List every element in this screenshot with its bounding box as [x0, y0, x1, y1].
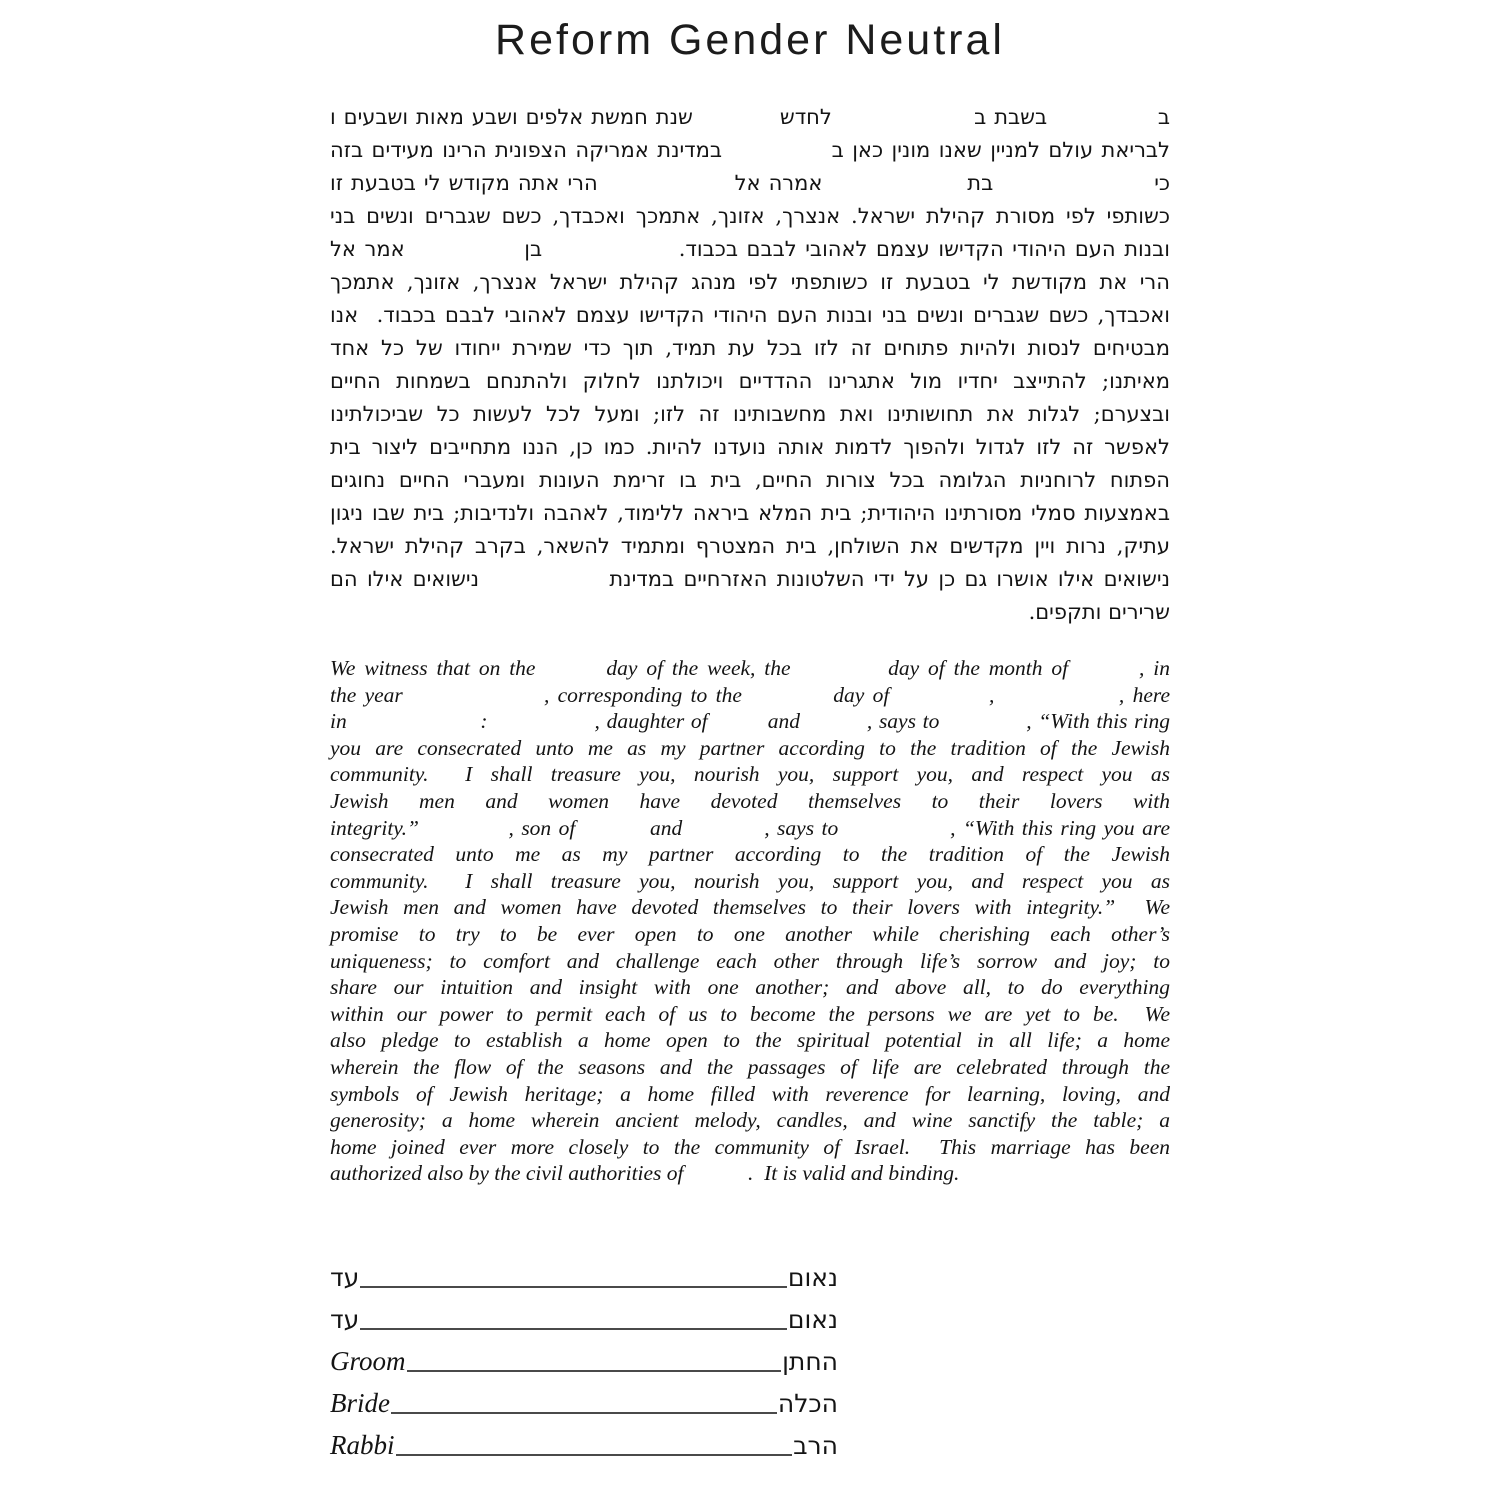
hebrew-text-line: נישואים אילו אושרו גם כן על ידי השלטונות האזרחיים במדינת נישואים אילו הם — [330, 567, 1170, 591]
english-text-line: within our power to permit each of us to become the persons we are yet to be. We — [330, 1001, 1170, 1026]
english-text-line: Jewish men and women have devoted themselves to their lovers with — [330, 788, 1170, 813]
hebrew-text-line: לבריאת עולם למניין שאנו מונין כאן ב במדינת אמריקה הצפונית הרינו מעידים בזה — [330, 138, 1170, 162]
hebrew-text-line: ובנות העם היהודי הקדישו עצמם לאהובי לבבם בכבוד. בן אמר אל — [330, 237, 1170, 261]
signature-blank-line — [396, 1454, 793, 1456]
hebrew-text-line: שרירים ותקפים. — [1028, 600, 1170, 624]
english-text-line: community. I shall treasure you, nourish you, support you, and respect you as — [330, 868, 1170, 893]
hebrew-text-line: מאיתנו; להתייצב יחדיו מול אתגרינו ההדדיים ויכולתנו לחלוק ולהתנחם בשמחות החיים — [330, 369, 1170, 393]
hebrew-text-line: ואכבדך, כשם שגברים ונשים בני ובנות העם היהודי הקדישו עצמם לאהובי לבבם בכבוד. אנו — [330, 303, 1170, 327]
signature-row-rabbi — [330, 1417, 838, 1459]
english-text-line: in : , daughter of and , says to , “With this ring — [330, 709, 1170, 734]
english-text-line: you are consecrated unto me as my partner according to the tradition of the Jewish — [330, 735, 1170, 760]
english-text-line: authorized also by the civil authorities of . It is valid and binding. — [330, 1161, 960, 1186]
signature-row-witness-2 — [330, 1291, 838, 1333]
english-text-line: wherein the flow of the seasons and the passages of life are celebrated through the — [330, 1054, 1170, 1079]
groom-label-hebrew: החתן — [782, 1346, 838, 1376]
signature-row-groom — [330, 1333, 838, 1375]
signature-blank-line — [360, 1328, 787, 1330]
hebrew-text-line: כשותפי לפי מסורת קהילת ישראל. אנצרך, אזונך, אתמכך ואכבדך, כשם שגברים ונשים בני — [330, 204, 1170, 228]
groom-label: Groom — [330, 1345, 406, 1376]
signature-row-bride — [330, 1375, 838, 1417]
english-text-line: Jewish men and women have devoted themselves to their lovers with integrity.” We — [330, 895, 1170, 920]
hebrew-text-line: ב בשבת ב לחדש שנת חמשת אלפים ושבע מאות ושבעים ו — [330, 105, 1170, 129]
english-text-line: promise to try to be ever open to one another while cherishing each other’s — [330, 921, 1170, 946]
signed-label-hebrew: נאום — [787, 1304, 838, 1334]
english-text-line: integrity.” , son of and , says to , “With this ring you are — [330, 815, 1170, 840]
english-text-line: We witness that on the day of the week, the day of the month of , in — [330, 656, 1170, 680]
english-text-line: also pledge to establish a home open to the spiritual potential in all life; a home — [330, 1028, 1170, 1053]
signed-label-hebrew: נאום — [787, 1262, 838, 1292]
hebrew-text-line: הפתוח לרוחניות הגלומה בכל צורות החיים, בית בו זרימת העונות ומעברי החיים נחוגים — [330, 468, 1170, 492]
english-paragraph — [330, 655, 1170, 1187]
hebrew-text-line: לאפשר זה לזו לגדול ולהפוך לדמות אותה נועדנו להיות. כמו כן, הננו מתחייבים ליצור בית — [330, 435, 1170, 459]
hebrew-paragraph — [330, 101, 1170, 629]
hebrew-text-line: כי בת אמרה אל הרי אתה מקודש לי בטבעת זו — [330, 171, 1170, 195]
english-text-line: consecrated unto me as my partner according to the tradition of the Jewish — [330, 842, 1170, 867]
bride-label: Bride — [330, 1387, 390, 1418]
english-text-line: the year , corresponding to the day of , , here — [330, 682, 1170, 707]
signature-section — [330, 1249, 838, 1459]
english-text-line: symbols of Jewish heritage; a home filled with reverence for learning, loving, and — [330, 1081, 1170, 1106]
english-text-line: generosity; a home wherein ancient melody, candles, and wine sanctify the table; a — [330, 1108, 1170, 1133]
witness-label-hebrew: עד — [330, 1262, 360, 1292]
signature-row-witness-1 — [330, 1249, 838, 1291]
rabbi-label-hebrew: הרב — [793, 1430, 838, 1460]
hebrew-text-line: באמצעות סמלי מסורתינו היהודית; בית המלא ביראה ללימוד, לאהבה ולנדיבות; בית שבו ניגון — [330, 501, 1170, 525]
hebrew-text-line: ובצערם; לגלות את תחושותינו ואת מחשבותינו זה לזו; ומעל לכל לעשות כל שביכולתינו — [330, 402, 1170, 426]
signature-blank-line — [407, 1370, 782, 1372]
signature-blank-line — [360, 1286, 787, 1288]
witness-label-hebrew: עד — [330, 1304, 360, 1334]
rabbi-label: Rabbi — [330, 1429, 395, 1460]
hebrew-text-line: עתיק, נרות ויין מקדשים את השולחן, בית המצטרף ומתמיד להשאר, בקרב קהילת ישראל. — [330, 534, 1170, 558]
document-title: Reform Gender Neutral — [495, 16, 1005, 64]
hebrew-text-line: מבטיחים לנסות ולהיות פתוחים זה לזו בכל עת תמיד, תוך כדי שמירת ייחודו של כל אחד — [330, 336, 1170, 360]
english-text-line: home joined ever more closely to the community of Israel. This marriage has been — [330, 1134, 1170, 1159]
english-text-line: community. I shall treasure you, nourish you, support you, and respect you as — [330, 762, 1170, 787]
english-text-line: share our intuition and insight with one another; and above all, to do everything — [330, 975, 1170, 1000]
hebrew-text-line: הרי את מקודשת לי בטבעת זו כשותפתי לפי מנהג קהילת ישראל אנצרך, אזונך, אתמכך — [330, 270, 1170, 294]
bride-label-hebrew: הכלה — [777, 1388, 838, 1418]
english-text-line: uniqueness; to comfort and challenge each other through life’s sorrow and joy; to — [330, 948, 1170, 973]
signature-blank-line — [391, 1412, 777, 1414]
